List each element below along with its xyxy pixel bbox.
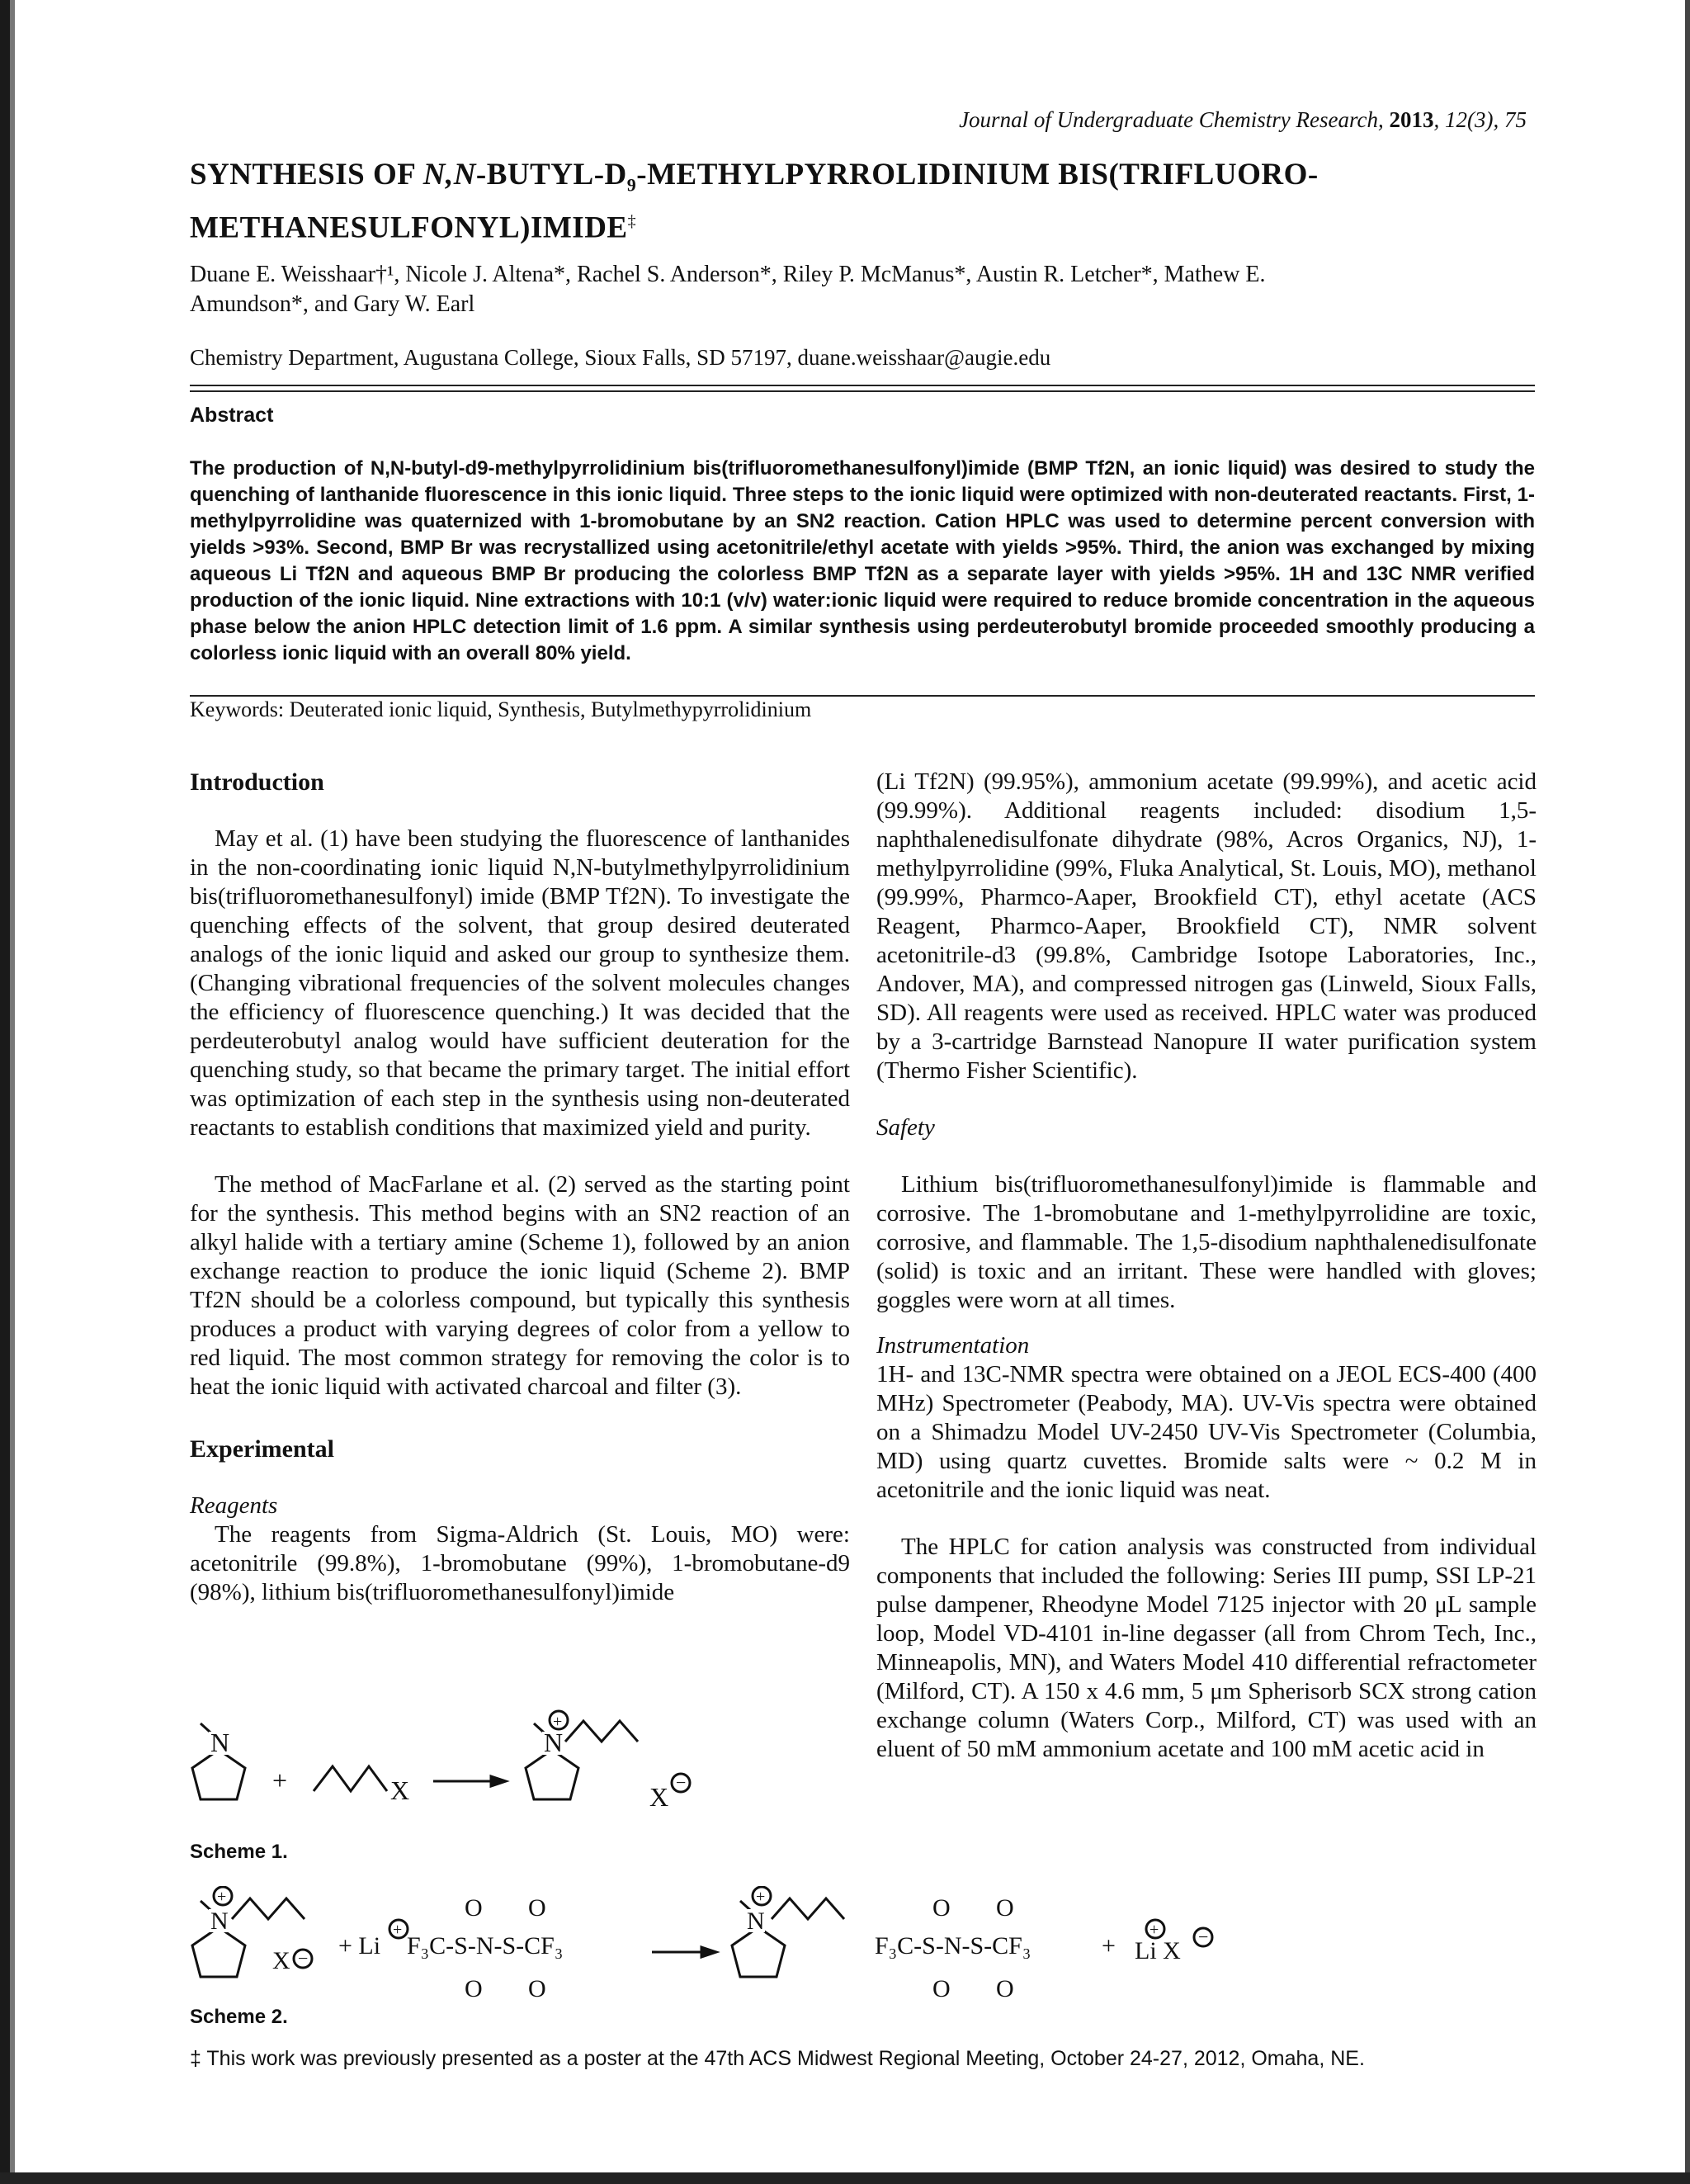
title-italic-part: N,N bbox=[422, 158, 476, 191]
author-list bbox=[190, 260, 1535, 319]
title-part: METHANESULFONYL)IMIDE bbox=[190, 210, 628, 245]
right-column bbox=[876, 768, 1537, 1764]
product-ring-2 bbox=[732, 1927, 785, 1977]
title-part: -METHYLPYRROLIDINIUM BIS(TRIFLUORO- bbox=[636, 158, 1319, 191]
affiliation: Chemistry Department, Augustana College, Sioux Falls, SD 57197, duane.weisshaar@augie.edu bbox=[190, 345, 1051, 370]
oxygen-label: O bbox=[932, 1975, 951, 2002]
tf2n-reagent: F₃C-S-N-S-CF₃ bbox=[407, 1932, 564, 1959]
oxygen-label: O bbox=[932, 1894, 951, 1922]
abstract-heading: Abstract bbox=[190, 404, 274, 427]
keywords: Keywords: Deuterated ionic liquid, Synthesis, Butylmethypyrrolidinium bbox=[190, 697, 812, 721]
minus-charge: − bbox=[676, 1772, 687, 1793]
title-line-2 bbox=[190, 203, 1543, 246]
scheme-1-label: Scheme 1. bbox=[190, 1841, 288, 1863]
oxygen-label: O bbox=[465, 1894, 483, 1922]
arrow-head bbox=[491, 1776, 506, 1786]
journal-name: Journal of Undergraduate Chemistry Research, bbox=[959, 107, 1384, 132]
plus-li: + Li bbox=[338, 1932, 381, 1959]
author-line-1: Duane E. Weisshaar†¹, Nicole J. Altena*, Rachel S. Anderson*, Riley P. McManus*, Austin R. Letcher*, Mathew E. bbox=[190, 262, 1266, 287]
title-line-1 bbox=[190, 157, 1543, 203]
safety-heading: Safety bbox=[876, 1114, 935, 1141]
tf2n-product: F₃C-S-N-S-CF₃ bbox=[875, 1932, 1031, 1959]
product-nitrogen-2: N bbox=[747, 1907, 765, 1935]
instrumentation-heading: Instrumentation bbox=[876, 1332, 1030, 1359]
oxygen-label: O bbox=[528, 1894, 546, 1922]
minus-sign-small: − bbox=[1198, 1926, 1209, 1947]
author-line-2: Amundson*, and Gary W. Earl bbox=[190, 291, 475, 317]
safety-paragraph: Lithium bis(trifluoromethanesulfonyl)imide is flammable and corrosive. The 1-bromobutane and 1-methylpyrrolidine are toxic, corrosive, and flammable. The 1,5-disodium naphthalenedisulfonate (solid) is toxic and an irritant. These were handled with gloves; goggles were worn at all times. bbox=[876, 1171, 1537, 1313]
minus-sign-small: − bbox=[298, 1948, 309, 1969]
experimental-heading: Experimental bbox=[190, 1435, 334, 1463]
lix-product: Li X bbox=[1135, 1937, 1181, 1964]
pyrrolidine-ring bbox=[192, 1750, 245, 1799]
journal-year: 2013 bbox=[1389, 107, 1434, 132]
intro-paragraph-2: The method of MacFarlane et al. (2) served as the starting point for the synthesis. This method begins with an SN2 reaction of an alkyl halide with a tertiary amine (Scheme 1), followed by an anion exchange reaction to produce the ionic liquid (Scheme 2). BMP Tf2N should be a colorless compound, but typically this synthesis produces a product with varying degrees of color from a yellow to red liquid. The most common strategy for removing the color is to heat the ionic liquid with activated charcoal and filter (3). bbox=[190, 1171, 850, 1400]
oxygen-label: O bbox=[465, 1975, 483, 2002]
reagents-continued: (Li Tf2N) (99.95%), ammonium acetate (99.99%), and acetic acid (99.99%). Additional reagents included: disodium 1,5-naphthalenedisulfonate dihydrate (98%, Acros Organics, NJ), 1-methylpyrrolidine (99%, Fluka Analytical, St. Louis, MO), methanol (99.99%, Pharmco-Aaper, Brookfield CT), ethyl acetate (ACS Reagent, Pharmco-Aaper, Brookfield CT), NMR solvent acetonitrile-d3 (99.8%, Cambridge Isotope Laboratories, Inc., Andover, MA), and compressed nitrogen gas (Linweld, Sioux Falls, SD). All reagents were used as received. HPLC water was produced by a 3-cartridge Barnstead Nanopure II water purification system (Thermo Fisher Scientific). bbox=[876, 768, 1537, 1084]
plus-sign: + bbox=[272, 1766, 288, 1795]
title-part: -BUTYL-D bbox=[475, 158, 627, 191]
title-part: SYNTHESIS OF bbox=[190, 158, 423, 191]
oxygen-label: O bbox=[528, 1975, 546, 2002]
scan-edge-bottom bbox=[0, 2172, 1690, 2184]
journal-header bbox=[959, 107, 1527, 133]
bmp-ring bbox=[192, 1927, 245, 1977]
rule-keywords bbox=[190, 695, 1535, 697]
title-subscript: 9 bbox=[626, 174, 637, 196]
hplc-paragraph: The HPLC for cation analysis was constructed from individual components that included the following: Series III pump, SSI LP-21 pulse dampener, Rheodyne Model 7125 injector with 20 μL sample loop, Model VD-4101 in-line degasser (all from Chrom Tech, Inc., Minneapolis, MN), and Waters Model 410 differential refractometer (Milford, CT). A 150 x 4.6 mm, 5 μm Spherisorb SCX strong cation exchange column (Waters Corp., Milford, CT) was used with an eluent of 50 mM ammonium acetate and 100 mM acetic acid in bbox=[876, 1534, 1537, 1762]
title-footnote-mark: ‡ bbox=[627, 212, 637, 231]
scan-edge-right bbox=[1685, 0, 1690, 2184]
counterion-label: X bbox=[649, 1782, 669, 1812]
plus-sign-small: + bbox=[1149, 1921, 1159, 1939]
rule-top-2 bbox=[190, 390, 1535, 392]
butyl-chain bbox=[314, 1766, 387, 1791]
rule-top-1 bbox=[190, 385, 1535, 386]
reagents-paragraph: The reagents from Sigma-Aldrich (St. Louis, MO) were: acetonitrile (99.8%), 1-bromobutane (99%), 1-bromobutane-d9 (98%), lithium bis(trifluoromethanesulfonyl)imide bbox=[190, 1521, 850, 1605]
bmp-x: X bbox=[272, 1947, 290, 1974]
product-nitrogen-label: N bbox=[544, 1728, 564, 1757]
abstract-text: The production of N,N-butyl-d9-methylpyrrolidinium bis(trifluoromethanesulfonyl)imide (BMP Tf2N, an ionic liquid) was desired to study the quenching of lanthanide fluorescence in this ionic liquid. Three steps to the ionic liquid were optimized with non-deuterated reactants. First, 1-methylpyrrolidine was quaternized with 1-bromobutane by an SN2 reaction. Cation HPLC was used to determine percent conversion with yields >93%. Second, BMP Br was recrystallized using acetonitrile/ethyl acetate with yields >95%. Third, the anion was exchanged by mixing aqueous Li Tf2N and aqueous BMP Br producing the colorless BMP Tf2N as a separate layer with yields >95%. 1H and 13C NMR verified production of the ionic liquid. Nine extractions with 10:1 (v/v) water:ionic liquid were required to reduce bromide concentration in the aqueous phase below the anion HPLC detection limit of 1.6 ppm. A similar synthesis using perdeuterobutyl bromide proceeded smoothly producing a colorless ionic liquid with an overall 80% yield. bbox=[190, 457, 1535, 664]
bmp-butyl-chain bbox=[232, 1898, 304, 1919]
product-butyl-chain bbox=[565, 1721, 638, 1742]
scheme-2-diagram bbox=[186, 1886, 1555, 2010]
intro-paragraph-1: May et al. (1) have been studying the fluorescence of lanthanides in the non-coordinating ionic liquid N,N-butylmethylpyrrolidinium bis(trifluoromethanesulfonyl) imide (BMP Tf2N). To investigate the quenching effects of the solvent, that group desired deuterated analogs of the ionic liquid and asked our group to synthesize them. (Changing vibrational frequencies of the solvent molecules changes the efficiency of fluorescence quenching.) It was decided that the perdeuterobutyl analog would have sufficient deuteration for the quenching study, so that became the primary target. The initial effort was optimization of each step in the synthesis using non-deuterated reactants to establish conditions that maximized yield and purity. bbox=[190, 825, 850, 1141]
journal-issue: , 12(3), 75 bbox=[1433, 107, 1527, 132]
plus-sign-small: + bbox=[217, 1888, 227, 1906]
oxygen-label: O bbox=[996, 1975, 1014, 2002]
plus-sign-small: + bbox=[756, 1888, 766, 1906]
plus-charge: + bbox=[553, 1713, 563, 1731]
plus-sign-2: + bbox=[1102, 1932, 1116, 1959]
bmp-nitrogen: N bbox=[210, 1907, 229, 1935]
introduction-heading: Introduction bbox=[190, 768, 324, 796]
product-ring bbox=[526, 1750, 578, 1799]
scheme-2-label: Scheme 2. bbox=[190, 2006, 288, 2028]
instrumentation-paragraph: 1H- and 13C-NMR spectra were obtained on a JEOL ECS-400 (400 MHz) Spectrometer (Peabody, MA). UV-Vis spectra were obtained on a Shimadzu Model UV-2450 UV-Vis Spectrometer (Columbia, MD) using quartz cuvettes. Bromide salts were ~ 0.2 M in acetonitrile and the ionic liquid was neat. bbox=[876, 1361, 1537, 1503]
scan-edge-left bbox=[0, 0, 10, 2184]
footnote: ‡ This work was previously presented as a poster at the 47th ACS Midwest Regional Meeting, October 24-27, 2012, Omaha, NE. bbox=[190, 2047, 1365, 2070]
plus-sign-small: + bbox=[393, 1921, 403, 1939]
paper-title bbox=[190, 157, 1543, 247]
oxygen-label: O bbox=[996, 1894, 1014, 1922]
scheme-1-diagram bbox=[186, 1709, 714, 1849]
halide-label: X bbox=[390, 1775, 410, 1805]
left-column bbox=[190, 768, 850, 1607]
product-butyl-chain-2 bbox=[772, 1898, 844, 1919]
arrow-head-2 bbox=[701, 1947, 716, 1957]
scan-edge-left-inner bbox=[10, 0, 15, 2184]
nitrogen-label: N bbox=[210, 1728, 230, 1757]
reagents-heading: Reagents bbox=[190, 1492, 278, 1519]
